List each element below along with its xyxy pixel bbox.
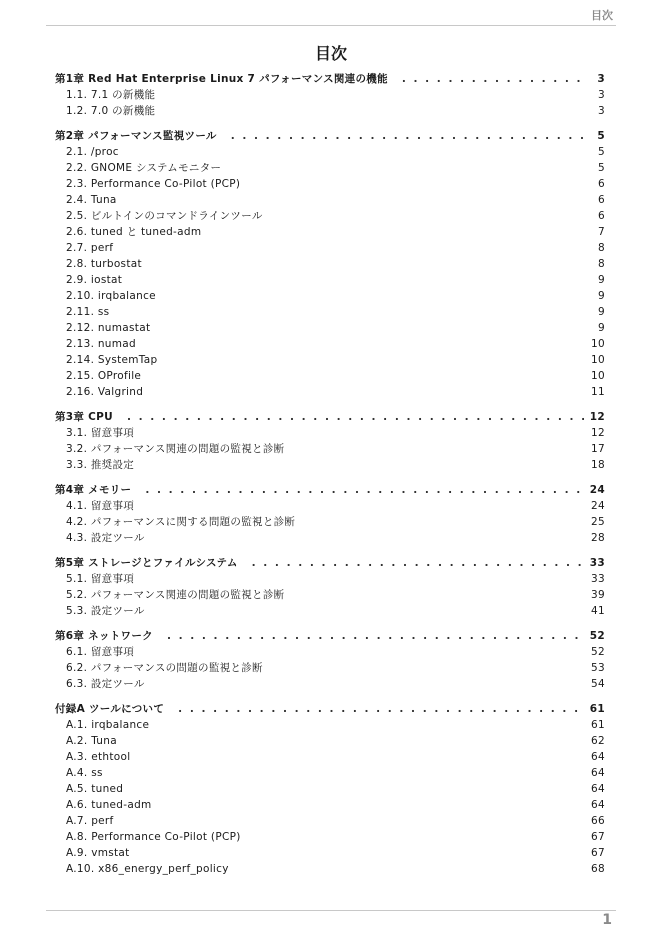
chapter-title: 付録A ツールについて <box>55 703 165 715</box>
section-title: 1.1. 7.1 の新機能 <box>66 89 156 101</box>
section-page-number: 67 <box>591 831 605 843</box>
page-number: 1 <box>602 912 612 928</box>
dot-leader <box>127 409 584 425</box>
toc-section-entry[interactable] <box>55 144 605 160</box>
toc-chapter-entry[interactable] <box>55 628 605 644</box>
toc-section-entry[interactable] <box>55 103 605 119</box>
toc-section-entry[interactable] <box>55 457 605 473</box>
toc-chapter <box>55 628 605 692</box>
section-title: 2.5. ビルトインのコマンドラインツール <box>66 210 263 222</box>
toc-chapter <box>55 128 605 400</box>
toc-section-entry[interactable] <box>55 781 605 797</box>
section-title: 4.3. 設定ツール <box>66 532 145 544</box>
toc-section-entry[interactable] <box>55 320 605 336</box>
dot-leader <box>231 128 585 144</box>
section-title: 1.2. 7.0 の新機能 <box>66 105 156 117</box>
section-page-number: 17 <box>591 443 605 455</box>
toc-section-entry[interactable] <box>55 498 605 514</box>
chapter-page-number: 61 <box>589 703 605 715</box>
toc-section-entry[interactable] <box>55 514 605 530</box>
toc-section-entry[interactable] <box>55 87 605 103</box>
section-title: 2.12. numastat <box>66 322 151 334</box>
section-title: A.8. Performance Co-Pilot (PCP) <box>66 831 241 843</box>
section-page-number: 7 <box>598 226 605 238</box>
toc-section-entry[interactable] <box>55 644 605 660</box>
chapter-page-number: 3 <box>597 73 605 85</box>
section-title: 3.3. 推奨設定 <box>66 459 135 471</box>
toc-chapter <box>55 701 605 877</box>
chapter-page-number: 33 <box>589 557 605 569</box>
section-page-number: 6 <box>598 178 605 190</box>
section-title: A.2. Tuna <box>66 735 117 747</box>
toc-section-entry[interactable] <box>55 587 605 603</box>
toc-chapter <box>55 482 605 546</box>
toc-section-entry[interactable] <box>55 192 605 208</box>
section-title: 2.16. Valgrind <box>66 386 144 398</box>
section-page-number: 41 <box>591 605 605 617</box>
section-title: A.4. ss <box>66 767 103 779</box>
section-title: 3.1. 留意事項 <box>66 427 135 439</box>
toc-section-entry[interactable] <box>55 813 605 829</box>
section-title: 2.3. Performance Co-Pilot (PCP) <box>66 178 241 190</box>
toc-section-entry[interactable] <box>55 765 605 781</box>
section-title: 2.2. GNOME システムモニター <box>66 162 222 174</box>
toc-chapter-entry[interactable] <box>55 409 605 425</box>
section-title: 2.15. OProfile <box>66 370 142 382</box>
toc-chapter-entry[interactable] <box>55 482 605 498</box>
toc-chapter <box>55 71 605 119</box>
toc-chapter-entry[interactable] <box>55 701 605 717</box>
toc-section-entry[interactable] <box>55 861 605 877</box>
section-title: 4.2. パフォーマンスに関する問題の監視と診断 <box>66 516 296 528</box>
section-title: 2.8. turbostat <box>66 258 142 270</box>
toc-section-entry[interactable] <box>55 240 605 256</box>
toc-section-entry[interactable] <box>55 256 605 272</box>
section-page-number: 3 <box>598 105 605 117</box>
section-page-number: 9 <box>598 322 605 334</box>
section-title: A.6. tuned-adm <box>66 799 152 811</box>
toc-section-entry[interactable] <box>55 717 605 733</box>
toc-section-entry[interactable] <box>55 208 605 224</box>
table-of-contents <box>55 71 605 889</box>
section-title: A.7. perf <box>66 815 114 827</box>
toc-section-entry[interactable] <box>55 224 605 240</box>
section-page-number: 62 <box>591 735 605 747</box>
section-title: A.9. vmstat <box>66 847 130 859</box>
toc-section-entry[interactable] <box>55 797 605 813</box>
section-title: 5.1. 留意事項 <box>66 573 135 585</box>
section-page-number: 10 <box>591 354 605 366</box>
chapter-page-number: 12 <box>589 411 605 423</box>
section-page-number: 67 <box>591 847 605 859</box>
toc-section-entry[interactable] <box>55 384 605 400</box>
chapter-page-number: 24 <box>589 484 605 496</box>
chapter-title: 第5章 ストレージとファイルシステム <box>55 557 238 569</box>
section-page-number: 12 <box>591 427 605 439</box>
section-page-number: 11 <box>591 386 605 398</box>
section-page-number: 10 <box>591 370 605 382</box>
section-title: 6.2. パフォーマンスの問題の監視と診断 <box>66 662 263 674</box>
dot-leader <box>167 628 584 644</box>
toc-section-entry[interactable] <box>55 352 605 368</box>
section-title: 6.3. 設定ツール <box>66 678 145 690</box>
section-page-number: 8 <box>598 242 605 254</box>
section-title: 5.2. パフォーマンス関連の問題の監視と診断 <box>66 589 285 601</box>
section-title: 4.1. 留意事項 <box>66 500 135 512</box>
section-title: 2.4. Tuna <box>66 194 117 206</box>
section-title: 2.6. tuned と tuned-adm <box>66 226 202 238</box>
section-page-number: 5 <box>598 162 605 174</box>
section-page-number: 64 <box>591 799 605 811</box>
toc-chapter-entry[interactable] <box>55 128 605 144</box>
section-page-number: 52 <box>591 646 605 658</box>
section-page-number: 39 <box>591 589 605 601</box>
section-title: 2.9. iostat <box>66 274 123 286</box>
toc-chapter-entry[interactable] <box>55 555 605 571</box>
section-page-number: 61 <box>591 719 605 731</box>
section-page-number: 6 <box>598 210 605 222</box>
section-page-number: 8 <box>598 258 605 270</box>
section-page-number: 3 <box>598 89 605 101</box>
running-head: 目次 <box>591 9 613 22</box>
chapter-title: 第4章 メモリー <box>55 484 132 496</box>
toc-section-entry[interactable] <box>55 845 605 861</box>
dot-leader <box>178 701 584 717</box>
section-page-number: 66 <box>591 815 605 827</box>
toc-chapter <box>55 555 605 619</box>
section-page-number: 24 <box>591 500 605 512</box>
section-page-number: 64 <box>591 783 605 795</box>
toc-section-entry[interactable] <box>55 571 605 587</box>
toc-section-entry[interactable] <box>55 441 605 457</box>
chapter-title: 第6章 ネットワーク <box>55 630 153 642</box>
section-title: 5.3. 設定ツール <box>66 605 145 617</box>
section-title: 2.11. ss <box>66 306 110 318</box>
section-title: A.5. tuned <box>66 783 124 795</box>
section-title: 3.2. パフォーマンス関連の問題の監視と診断 <box>66 443 285 455</box>
toc-section-entry[interactable] <box>55 733 605 749</box>
toc-section-entry[interactable] <box>55 660 605 676</box>
section-page-number: 53 <box>591 662 605 674</box>
toc-section-entry[interactable] <box>55 749 605 765</box>
section-page-number: 68 <box>591 863 605 875</box>
toc-section-entry[interactable] <box>55 603 605 619</box>
toc-section-entry[interactable] <box>55 272 605 288</box>
section-title: 2.13. numad <box>66 338 136 350</box>
toc-section-entry[interactable] <box>55 304 605 320</box>
section-title: 2.1. /proc <box>66 146 119 158</box>
toc-chapter-entry[interactable] <box>55 71 605 87</box>
toc-section-entry[interactable] <box>55 176 605 192</box>
chapter-page-number: 5 <box>597 130 605 142</box>
section-page-number: 64 <box>591 767 605 779</box>
section-title: 2.10. irqbalance <box>66 290 156 302</box>
toc-section-entry[interactable] <box>55 288 605 304</box>
dot-leader <box>145 482 583 498</box>
section-page-number: 5 <box>598 146 605 158</box>
section-page-number: 28 <box>591 532 605 544</box>
toc-section-entry[interactable] <box>55 368 605 384</box>
chapter-title: 第1章 Red Hat Enterprise Linux 7 パフォーマンス関連の機能 <box>55 73 388 85</box>
section-title: 2.14. SystemTap <box>66 354 158 366</box>
header-rule <box>46 25 616 26</box>
toc-section-entry[interactable] <box>55 676 605 692</box>
section-page-number: 54 <box>591 678 605 690</box>
dot-leader <box>402 71 585 87</box>
chapter-title: 第3章 CPU <box>55 411 113 423</box>
toc-section-entry[interactable] <box>55 829 605 845</box>
toc-section-entry[interactable] <box>55 160 605 176</box>
chapter-title: 第2章 パフォーマンス監視ツール <box>55 130 217 142</box>
section-page-number: 64 <box>591 751 605 763</box>
section-page-number: 33 <box>591 573 605 585</box>
section-title: A.3. ethtool <box>66 751 131 763</box>
section-title: A.1. irqbalance <box>66 719 150 731</box>
section-page-number: 9 <box>598 290 605 302</box>
footer-rule <box>46 910 616 911</box>
section-page-number: 9 <box>598 274 605 286</box>
dot-leader <box>252 555 584 571</box>
section-page-number: 9 <box>598 306 605 318</box>
section-title: A.10. x86_energy_perf_policy <box>66 863 229 875</box>
section-page-number: 18 <box>591 459 605 471</box>
section-page-number: 10 <box>591 338 605 350</box>
toc-section-entry[interactable] <box>55 336 605 352</box>
toc-title: 目次 <box>314 44 347 63</box>
section-page-number: 25 <box>591 516 605 528</box>
section-title: 2.7. perf <box>66 242 114 254</box>
section-title: 6.1. 留意事項 <box>66 646 135 658</box>
toc-chapter <box>55 409 605 473</box>
section-page-number: 6 <box>598 194 605 206</box>
chapter-page-number: 52 <box>589 630 605 642</box>
toc-section-entry[interactable] <box>55 425 605 441</box>
toc-section-entry[interactable] <box>55 530 605 546</box>
